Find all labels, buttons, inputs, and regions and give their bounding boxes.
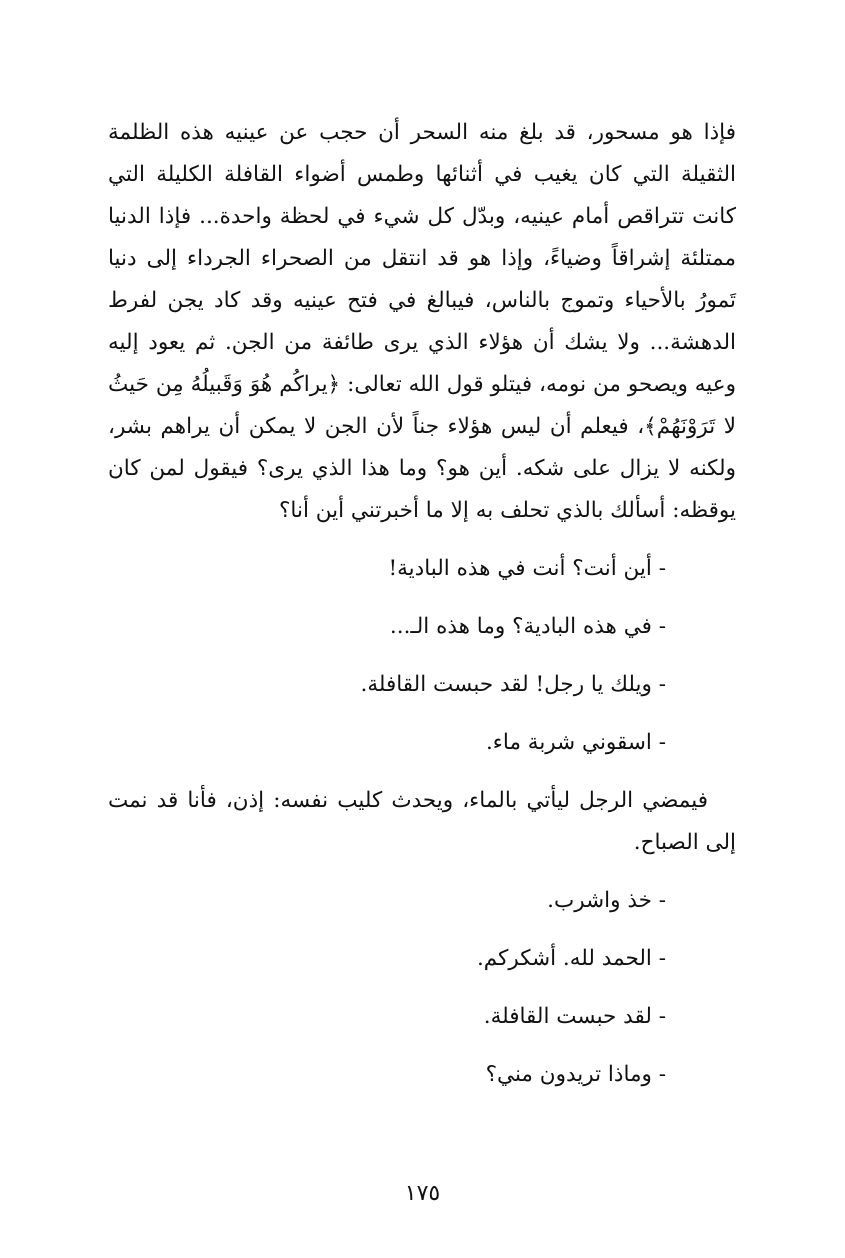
page-number: ١٧٥ [404,1181,441,1206]
dialogue-line: - اسقوني شربة ماء. [485,730,666,755]
dialogue-line: - أين أنت؟ أنت في هذه البادية! [388,556,666,581]
dialogue-line: - خذ واشرب. [547,888,666,913]
dialogue-group [108,548,736,764]
dialogue-group [108,880,736,1096]
dialogue-line: - الحمد لله. أشكركم. [476,946,666,971]
dialogue-line: - وماذا تريدون مني؟ [485,1062,666,1087]
dialogue-line: - في هذه البادية؟ وما هذه الـ... [389,614,666,639]
page-text [108,112,736,1096]
paragraph: فيمضي الرجل ليأتي بالماء، ويحدث كليب نفسه: إذن، فأنا قد نمت إلى الصباح. [108,788,736,855]
dialogue-line: - لقد حبست القافلة. [483,1004,666,1029]
paragraph: فإذا هو مسحور، قد بلغ منه السحر أن حجب عن عينيه هذه الظلمة الثقيلة التي كان يغيب في أثنائها وطمس أضواء القافلة الكليلة التي كانت تتراقص أمام عينيه، وبدّل كل شيء في لحظة واحدة... فإذا الدنيا ممتلئة إشراقاً وضياءً، وإذا هو قد انتقل من الصحراء الجرداء إلى دنيا تَمورُ بالأحياء وتموج بالناس، فيبالغ في فتح عينيه وقد كاد يجن لفرط الدهشة... ولا يشك أن هؤلاء الذي يرى طائفة من الجن. ثم يعود إليه وعيه ويصحو من نومه، فيتلو قول الله تعالى: ﴿يراكُم هُوَ وَقَبيلُهُ مِن حَيثُ لا تَرَوْنَهُمْ﴾، فيعلم أن ليس هؤلاء جناً لأن الجن لا يمكن أن يراهم بشر، ولكنه لا يزال على شكه. أين هو؟ وما هذا الذي يرى؟ فيقول لمن كان يوقظه: أسألك بالذي تحلف به إلا ما أخبرتني أين أنا؟ [108,120,736,523]
dialogue-line: - ويلك يا رجل! لقد حبست القافلة. [360,672,666,697]
